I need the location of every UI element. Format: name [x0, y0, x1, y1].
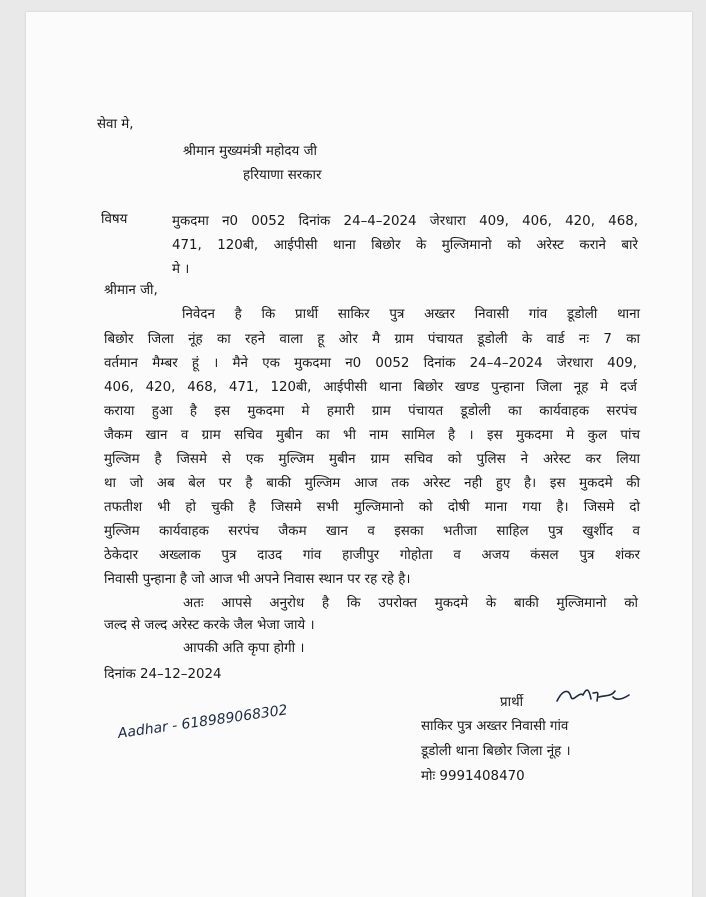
- subject-line-1: मुकदमा न0 0052 दिनांक 24–4–2024 जेरधारा 409, 406, 420, 468,: [172, 214, 638, 229]
- body-line-12: निवासी पुन्हाना है जो आज भी अपने निवास स्थान पर रह रहे है।: [104, 572, 411, 587]
- handwritten-signature: [553, 683, 633, 713]
- body-line-5: कराया हुआ है इस मुकदमा मे हमारी ग्राम पंचायत डूडोली का कार्यवाहक सरपंच: [104, 404, 637, 419]
- body-line-6: जैकम खान व ग्राम सचिव मुबीन का भी नाम सामिल है । इस मुकदमा मे कुल पांच: [104, 428, 640, 443]
- closing-line: आपकी अति कृपा होगी ।: [183, 641, 305, 656]
- handwritten-aadhaar-note: Aadhar - 618989068302: [116, 702, 289, 742]
- body-line-8: था जो अब बेल पर है बाकी मुल्जिम आज तक अरेस्ट नही हुए है। इस मुकदमे की: [104, 476, 640, 491]
- request-line-1: अतः आपसे अनुरोध है कि उपरोक्त मुकदमे के बाकी मुल्जिमानो को: [183, 596, 638, 611]
- sender-mobile: मोः 9991408470: [421, 769, 525, 784]
- salutation-to: सेवा मे,: [97, 117, 134, 132]
- greeting: श्रीमान जी,: [104, 283, 158, 298]
- body-line-1: निवेदन है कि प्रार्थी साकिर पुत्र अख्तर निवासी गांव डूडोली थाना: [182, 307, 640, 322]
- body-line-2: बिछोर जिला नूंह का रहने वाला हू ओर मै ग्राम पंचायत डूडोली के वार्ड नः 7 का: [104, 332, 640, 347]
- sender-line-1: साकिर पुत्र अख्तर निवासी गांव: [421, 719, 569, 734]
- body-line-9: तफतीश भी हो चुकी है जिसमे सभी मुल्जिमानो को दोषी माना गया है। जिसमे दो: [104, 500, 640, 515]
- subject-line-3: मे ।: [172, 262, 190, 277]
- subject-label: विषय: [101, 212, 128, 227]
- body-line-11: ठेकेदार अख्लाक पुत्र दाउद गांव हाजीपुर गोहोता व अजय कंसल पुत्र शंकर: [104, 548, 640, 563]
- body-line-3: वर्तमान मैम्बर हूं । मैने एक मुकदमा न0 0052 दिनांक 24–4–2024 जेरधारा 409,: [104, 356, 637, 371]
- addressee-name: श्रीमान मुख्यमंत्री महोदय जी: [183, 144, 317, 159]
- body-line-7: मुल्जिम है जिसमे से एक मुल्जिम मुबीन ग्राम सचिव को पुलिस ने अरेस्ट कर लिया: [104, 452, 640, 467]
- applicant-label: प्रार्थी: [500, 695, 524, 710]
- body-line-10: मुल्जिम कार्यवाहक सरपंच जैकम खान व इसका भतीजा साहिल पुत्र खुर्शीद व: [104, 524, 640, 539]
- body-line-4: 406, 420, 468, 471, 120बी, आईपीसी थाना बिछोर खण्ड पुन्हाना जिला नूह मे दर्ज: [104, 380, 637, 395]
- sender-line-2: डूडोली थाना बिछोर जिला नूंह ।: [421, 744, 571, 759]
- addressee-org: हरियाणा सरकार: [243, 168, 322, 183]
- request-line-2: जल्द से जल्द अरेस्ट करके जैल भेजा जाये ।: [104, 618, 315, 633]
- subject-line-2: 471, 120बी, आईपीसी थाना बिछोर के मुल्जिमानो को अरेस्ट कराने बारे: [172, 238, 638, 253]
- letter-date: दिनांक 24–12–2024: [104, 667, 222, 682]
